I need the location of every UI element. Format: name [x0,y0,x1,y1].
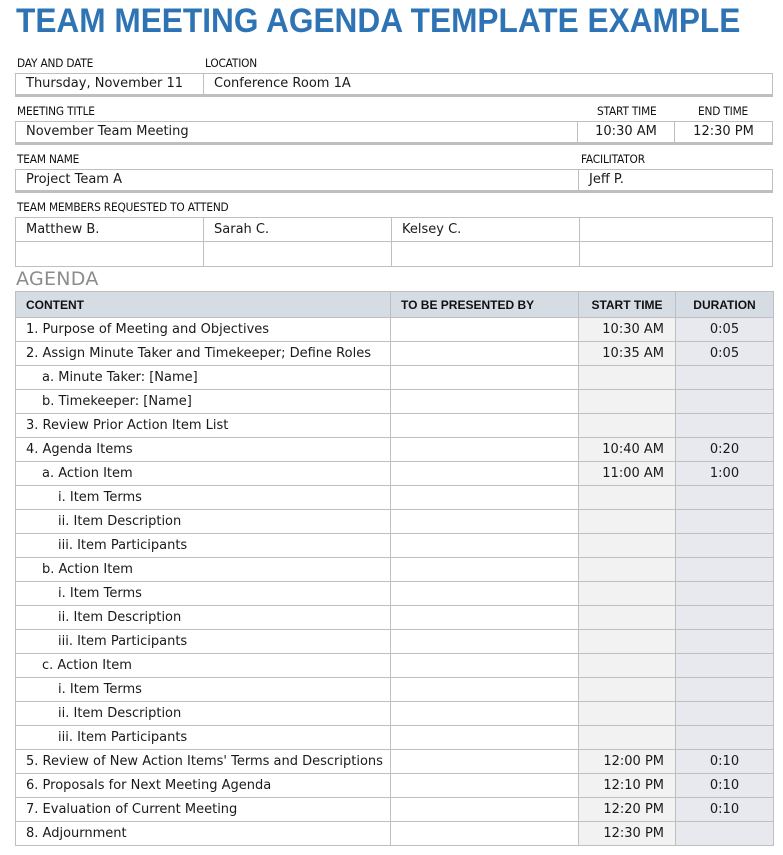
member-cell[interactable] [580,242,772,266]
team-name-field[interactable]: Project Team A [16,170,579,190]
location-field[interactable]: Conference Room 1A [214,76,351,91]
agenda-start-time-cell[interactable]: 10:40 AM [579,438,676,462]
agenda-content-cell[interactable]: 1. Purpose of Meeting and Objectives [16,318,391,342]
agenda-start-time-cell[interactable]: 12:30 PM [579,822,676,846]
agenda-duration-cell[interactable]: 0:20 [676,438,774,462]
table-row [16,654,774,678]
agenda-presenter-cell[interactable] [391,390,579,414]
page-title: TEAM MEETING AGENDA TEMPLATE EXAMPLE [16,2,741,40]
agenda-start-time-cell[interactable] [579,510,676,534]
agenda-presenter-cell[interactable] [391,534,579,558]
table-row [16,678,774,702]
agenda-table [15,291,774,846]
agenda-presenter-cell[interactable] [391,558,579,582]
agenda-presenter-cell[interactable] [391,318,579,342]
member-cell[interactable]: Kelsey C. [392,218,580,242]
agenda-duration-cell[interactable] [676,558,774,582]
agenda-duration-cell[interactable] [676,510,774,534]
agenda-content-cell[interactable]: 8. Adjournment [16,822,391,846]
table-row [16,438,774,462]
agenda-presenter-cell[interactable] [391,510,579,534]
agenda-duration-cell[interactable] [676,702,774,726]
agenda-duration-cell[interactable] [676,606,774,630]
table-row [16,774,774,798]
agenda-content-cell[interactable]: a. Action Item [16,462,391,486]
table-row [16,366,774,390]
agenda-duration-cell[interactable] [676,534,774,558]
agenda-content-cell[interactable]: 6. Proposals for Next Meeting Agenda [16,774,391,798]
team-name-label: TEAM NAME [17,152,80,166]
agenda-start-time-cell[interactable] [579,534,676,558]
agenda-start-time-cell[interactable] [579,486,676,510]
agenda-start-time-cell[interactable] [579,414,676,438]
agenda-content-cell[interactable]: 7. Evaluation of Current Meeting [16,798,391,822]
agenda-duration-cell[interactable]: 0:05 [676,342,774,366]
day-and-date-label: DAY AND DATE [17,56,94,70]
end-time-field[interactable]: 12:30 PM [693,124,754,139]
agenda-duration-cell[interactable]: 0:05 [676,318,774,342]
facilitator-field[interactable]: Jeff P. [589,172,624,187]
agenda-start-time-cell[interactable]: 10:35 AM [579,342,676,366]
location-label: LOCATION [205,56,258,70]
agenda-start-time-cell[interactable]: 10:30 AM [579,318,676,342]
agenda-presenter-cell[interactable] [391,342,579,366]
date-location-row [15,73,773,97]
agenda-content-cell[interactable]: ii. Item Description [16,702,391,726]
agenda-content-cell[interactable]: c. Action Item [16,654,391,678]
agenda-content-cell[interactable]: iii. Item Participants [16,534,391,558]
agenda-content-cell[interactable]: 4. Agenda Items [16,438,391,462]
agenda-start-time-cell[interactable] [579,654,676,678]
meeting-title-row [15,121,773,145]
members-label: TEAM MEMBERS REQUESTED TO ATTEND [17,200,229,214]
agenda-content-cell[interactable]: ii. Item Description [16,510,391,534]
agenda-presenter-cell[interactable] [391,630,579,654]
table-row [16,318,774,342]
col-header-presenter: TO BE PRESENTED BY [391,292,579,318]
table-row [16,414,774,438]
agenda-start-time-cell[interactable] [579,630,676,654]
meeting-title-label: MEETING TITLE [17,104,95,118]
agenda-duration-cell[interactable]: 0:10 [676,798,774,822]
agenda-start-time-cell[interactable]: 12:00 PM [579,750,676,774]
table-row [16,606,774,630]
col-header-duration: DURATION [676,292,774,318]
agenda-start-time-cell[interactable]: 11:00 AM [579,462,676,486]
agenda-duration-cell[interactable] [676,822,774,846]
agenda-duration-cell[interactable] [676,654,774,678]
agenda-content-cell[interactable]: 2. Assign Minute Taker and Timekeeper; Define Roles [16,342,391,366]
table-row [16,510,774,534]
agenda-presenter-cell[interactable] [391,654,579,678]
agenda-duration-cell[interactable]: 0:10 [676,774,774,798]
agenda-presenter-cell[interactable] [391,774,579,798]
agenda-start-time-cell[interactable] [579,582,676,606]
agenda-content-cell[interactable]: b. Action Item [16,558,391,582]
table-row [16,630,774,654]
agenda-content-cell[interactable]: i. Item Terms [16,582,391,606]
table-row [16,486,774,510]
agenda-presenter-cell[interactable] [391,414,579,438]
table-row [16,822,774,846]
agenda-duration-cell[interactable] [676,366,774,390]
facilitator-label: FACILITATOR [581,152,645,166]
agenda-duration-cell[interactable] [676,726,774,750]
agenda-content-cell[interactable]: ii. Item Description [16,606,391,630]
agenda-start-time-cell[interactable] [579,702,676,726]
agenda-start-time-cell[interactable] [579,390,676,414]
agenda-content-cell[interactable]: i. Item Terms [16,678,391,702]
agenda-duration-cell[interactable] [676,630,774,654]
table-row [16,582,774,606]
table-row [16,750,774,774]
agenda-presenter-cell[interactable] [391,366,579,390]
agenda-presenter-cell[interactable] [391,702,579,726]
agenda-presenter-cell[interactable] [391,438,579,462]
agenda-presenter-cell[interactable] [391,606,579,630]
agenda-presenter-cell[interactable] [391,462,579,486]
table-row [16,390,774,414]
table-row [16,462,774,486]
agenda-start-time-cell[interactable] [579,558,676,582]
agenda-start-time-cell[interactable]: 12:10 PM [579,774,676,798]
agenda-start-time-cell[interactable] [579,366,676,390]
agenda-body [16,318,774,846]
agenda-duration-cell[interactable]: 1:00 [676,462,774,486]
agenda-start-time-cell[interactable] [579,678,676,702]
table-row [16,534,774,558]
table-row [16,558,774,582]
table-row [16,702,774,726]
agenda-content-cell[interactable]: 3. Review Prior Action Item List [16,414,391,438]
agenda-presenter-cell[interactable] [391,798,579,822]
agenda-content-cell[interactable]: b. Timekeeper: [Name] [16,390,391,414]
agenda-duration-cell[interactable]: 0:10 [676,750,774,774]
member-cell[interactable] [580,218,772,242]
agenda-content-cell[interactable]: 5. Review of New Action Items' Terms and Descriptions [16,750,391,774]
agenda-start-time-cell[interactable] [579,726,676,750]
agenda-duration-cell[interactable] [676,582,774,606]
start-time-label: START TIME [597,104,657,118]
agenda-presenter-cell[interactable] [391,822,579,846]
col-header-content: CONTENT [16,292,391,318]
member-cell[interactable] [392,242,580,266]
table-row [16,342,774,366]
day-and-date-field[interactable]: Thursday, November 11 [16,74,204,94]
table-row [16,798,774,822]
agenda-content-cell[interactable]: a. Minute Taker: [Name] [16,366,391,390]
agenda-duration-cell[interactable] [676,390,774,414]
table-row [16,726,774,750]
agenda-content-cell[interactable]: iii. Item Participants [16,630,391,654]
member-cell[interactable]: Sarah C. [204,218,392,242]
agenda-header-row [16,292,774,318]
member-cell[interactable] [204,242,392,266]
member-cell[interactable] [16,242,204,266]
agenda-start-time-cell[interactable] [579,606,676,630]
agenda-content-cell[interactable]: iii. Item Participants [16,726,391,750]
end-time-label: END TIME [698,104,749,118]
agenda-duration-cell[interactable] [676,414,774,438]
agenda-start-time-cell[interactable]: 12:20 PM [579,798,676,822]
start-time-field[interactable]: 10:30 AM [578,122,675,142]
agenda-presenter-cell[interactable] [391,678,579,702]
team-row [15,169,773,193]
agenda-presenter-cell[interactable] [391,486,579,510]
member-cell[interactable]: Matthew B. [16,218,204,242]
agenda-heading: AGENDA [16,268,99,290]
agenda-content-cell[interactable]: i. Item Terms [16,486,391,510]
agenda-presenter-cell[interactable] [391,582,579,606]
meeting-title-field[interactable]: November Team Meeting [16,122,578,142]
col-header-start-time: START TIME [579,292,676,318]
agenda-presenter-cell[interactable] [391,750,579,774]
members-grid [15,217,773,267]
agenda-presenter-cell[interactable] [391,726,579,750]
agenda-duration-cell[interactable] [676,678,774,702]
agenda-duration-cell[interactable] [676,486,774,510]
